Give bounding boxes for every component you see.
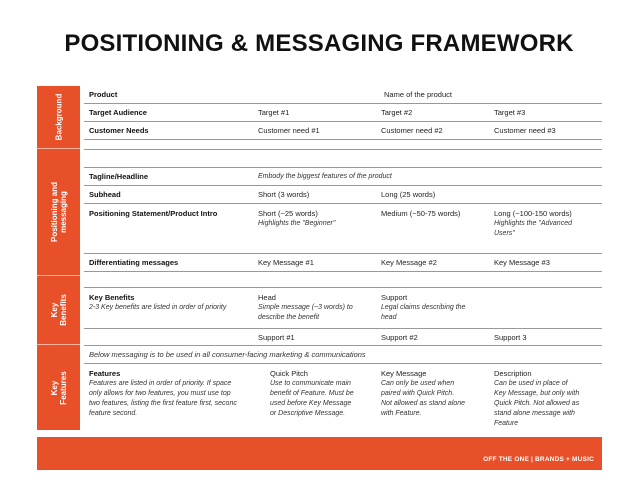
subhead-short: Short (3 words) xyxy=(258,190,310,199)
statement-long-hint-2: Users" xyxy=(494,230,515,237)
section-positioning xyxy=(37,149,80,275)
differentiating-label: Differentiating messages xyxy=(89,258,179,267)
section-background xyxy=(37,86,80,148)
statement-long: Long (~100-150 words) xyxy=(494,209,572,218)
support-1: Support #1 xyxy=(258,333,295,342)
head-label: Head xyxy=(258,293,276,302)
row-divider xyxy=(84,203,602,204)
tagline-label: Tagline/Headline xyxy=(89,172,149,181)
footer-bar xyxy=(37,437,602,470)
quick-pitch-hint-3: used before Key Message xyxy=(270,400,352,407)
support-hint-2: head xyxy=(381,314,397,321)
key-benefits-hint: 2-3 Key benefits are listed in order of priority xyxy=(89,304,227,311)
row-divider xyxy=(84,121,602,122)
description-hint-4: stand alone message with xyxy=(494,410,575,417)
support-hint: Legal claims describing the xyxy=(381,304,466,311)
head-hint: Simple message (~3 words) to xyxy=(258,304,353,311)
row-divider xyxy=(84,139,602,140)
row-divider xyxy=(84,328,602,329)
statement-long-hint: Highlights the "Advanced xyxy=(494,220,572,227)
key-message-hint-3: Not allowed as stand alone xyxy=(381,400,466,407)
features-hint-4: feature second. xyxy=(89,410,138,417)
row-divider xyxy=(84,185,602,186)
description-hint-3: Quick Pitch. Not allowed as xyxy=(494,400,580,407)
row-divider xyxy=(84,167,602,168)
customer-needs-label: Customer Needs xyxy=(89,126,149,135)
quick-pitch-hint-2: benefit of Feature. Must be xyxy=(270,390,354,397)
statement-short-hint: Highlights the "Beginner" xyxy=(258,220,336,227)
description-hint-5: Feature xyxy=(494,420,519,427)
row-divider xyxy=(84,363,602,364)
footer-brand: OFF THE ONE | BRANDS + MUSIC xyxy=(483,456,594,463)
positioning-statement-label: Positioning Statement/Product Intro xyxy=(89,209,218,218)
features-hint-2: only allows for two features, you must use top xyxy=(89,390,231,397)
key-message-hint-2: paired with Quick Pitch. xyxy=(381,390,455,397)
statement-short: Short (~25 words) xyxy=(258,209,318,218)
statement-medium: Medium (~50-75 words) xyxy=(381,209,461,218)
section-features-label: Key Features xyxy=(49,370,68,405)
row-divider xyxy=(84,103,602,104)
key-message-2: Key Message #2 xyxy=(381,258,437,267)
head-hint-2: describe the benefit xyxy=(258,314,320,321)
row-divider xyxy=(84,287,602,288)
product-value: Name of the product xyxy=(384,90,452,99)
description-label: Description xyxy=(494,369,532,378)
product-label: Product xyxy=(89,90,118,99)
section-benefits-label: Key Benefits xyxy=(49,294,68,326)
section-background-label: Background xyxy=(54,93,63,141)
key-message-hint-1: Can only be used when xyxy=(381,380,455,387)
quick-pitch-hint-1: Use to communicate main xyxy=(270,380,351,387)
row-divider xyxy=(84,345,602,346)
section-features xyxy=(37,345,80,430)
row-divider xyxy=(84,271,602,272)
row-divider xyxy=(84,149,602,150)
description-hint-1: Can be used in place of xyxy=(494,380,568,387)
key-message-label: Key Message xyxy=(381,369,427,378)
target-2: Target #2 xyxy=(381,108,413,117)
key-message-hint-4: with Feature. xyxy=(381,410,422,417)
section-positioning-label: Positioning and messaging xyxy=(49,182,68,242)
section-benefits xyxy=(37,276,80,344)
page-title: POSITIONING & MESSAGING FRAMEWORK xyxy=(64,30,574,57)
target-audience-label: Target Audience xyxy=(89,108,147,117)
support-3: Support 3 xyxy=(494,333,527,342)
features-hint-3: two features, listing the first feature first, seconc xyxy=(89,400,237,407)
tagline-value: Embody the biggest features of the product xyxy=(258,173,392,180)
key-benefits-label: Key Benefits xyxy=(89,293,135,302)
customer-need-2: Customer need #2 xyxy=(381,126,443,135)
customer-need-1: Customer need #1 xyxy=(258,126,320,135)
description-hint-2: Key Message, but only with xyxy=(494,390,580,397)
subhead-label: Subhead xyxy=(89,190,121,199)
features-label: Features xyxy=(89,369,121,378)
quick-pitch-hint-4: or Descriptive Message. xyxy=(270,410,346,417)
key-message-1: Key Message #1 xyxy=(258,258,314,267)
target-1: Target #1 xyxy=(258,108,290,117)
support-2: Support #2 xyxy=(381,333,418,342)
quick-pitch-label: Quick Pitch xyxy=(270,369,308,378)
features-hint-1: Features are listed in order of priority. If space xyxy=(89,380,232,387)
key-message-3: Key Message #3 xyxy=(494,258,550,267)
row-divider xyxy=(84,253,602,254)
subhead-long: Long (25 words) xyxy=(381,190,436,199)
support-label: Support xyxy=(381,293,408,302)
customer-need-3: Customer need #3 xyxy=(494,126,556,135)
target-3: Target #3 xyxy=(494,108,526,117)
features-note: Below messaging is to be used in all consumer-facing marketing & communications xyxy=(89,350,366,359)
